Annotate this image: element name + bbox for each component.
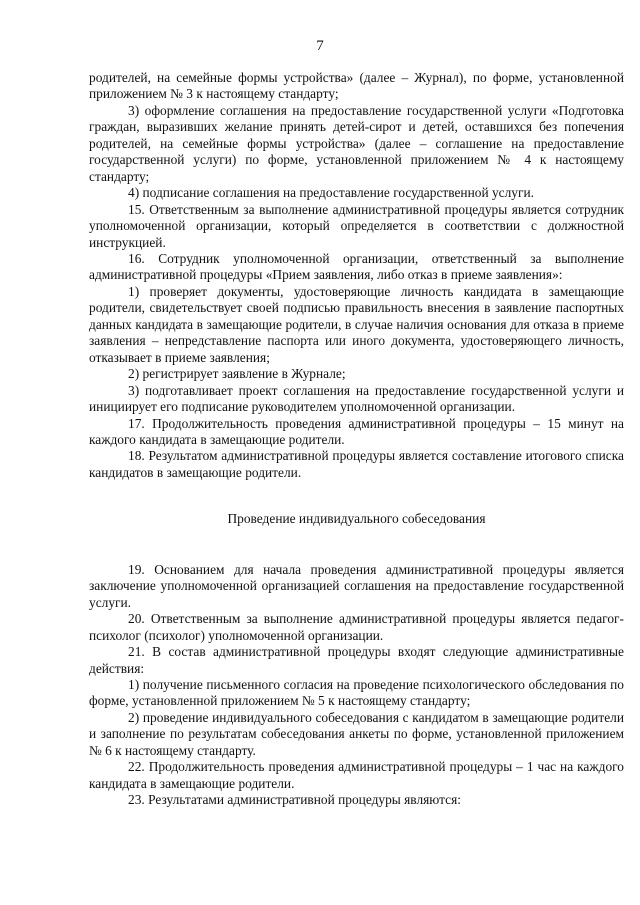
document-body [89, 70, 624, 809]
paragraph: 2) проведение индивидуального собеседования с кандидатом в замещающие родители и заполнение по результатам собеседования анкеты по форме, установленной приложением № 6 к настоящему стандарту. [89, 709, 624, 758]
paragraph: 2) регистрирует заявление в Журнале; [128, 366, 346, 382]
paragraph: 21. В состав административной процедуры входят следующие административные действия: [89, 644, 624, 676]
paragraph: 19. Основанием для начала проведения административной процедуры является заключение уполномоченной организацией соглашения на предоставление государственной услуги. [89, 561, 624, 610]
page-number: 7 [316, 38, 324, 54]
paragraph: 16. Сотрудник уполномоченной организации, ответственный за выполнение административной процедуры «Прием заявления, либо отказ в приеме заявления»: [89, 250, 624, 283]
paragraph: 1) получение письменного согласия на проведение психологического обследования по форме, установленной приложением № 5 к настоящему стандарту; [89, 676, 624, 709]
paragraph: 1) проверяет документы, удостоверяющие личность кандидата в замещающие родители, свидетельствует своей подписью правильность внесения в заявление паспортных данных кандидата в замещающие родители, в случае наличия основания для отказа в приеме заявления – непредставление паспорта или иного документа, удостоверяющего личность, отказывает в приеме заявления; [89, 283, 624, 365]
paragraph: 17. Продолжительность проведения административной процедуры – 15 минут на каждого кандидата в замещающие родители. [89, 415, 624, 447]
paragraph: родителей, на семейные формы устройства» (далее – Журнал), по форме, установленной приложением № 3 к настоящему стандарту; [89, 70, 624, 102]
paragraph: 23. Результатами административной процедуры являются: [128, 792, 461, 808]
paragraph: 22. Продолжительность проведения административной процедуры – 1 час на каждого кандидата в замещающие родители. [89, 759, 624, 791]
paragraph: 20. Ответственным за выполнение административной процедуры является педагог-психолог (психолог) уполномоченной организации. [89, 611, 624, 643]
paragraph: 15. Ответственным за выполнение административной процедуры является сотрудник уполномоченной организации, который определяется в соответствии с должностной инструкцией. [89, 201, 624, 250]
paragraph: 18. Результатом административной процедуры является составление итогового списка кандидатов в замещающие родители. [89, 448, 624, 480]
section-heading: Проведение индивидуального собеседования [227, 511, 486, 527]
paragraph: 3) подготавливает проект соглашения на предоставление государственной услуги и инициирует его подписание руководителем уполномоченной организации. [89, 382, 624, 415]
paragraph: 4) подписание соглашения на предоставление государственной услуги. [128, 185, 534, 201]
paragraph: 3) оформление соглашения на предоставление государственной услуги «Подготовка граждан, выразивших желание принять детей-сирот и детей, оставшихся без попечения родителей, на семейные формы устройства» (далее – соглашение на предоставление государственной услуги) по форме, установленной приложением № 4 к настоящему стандарту; [89, 102, 624, 184]
